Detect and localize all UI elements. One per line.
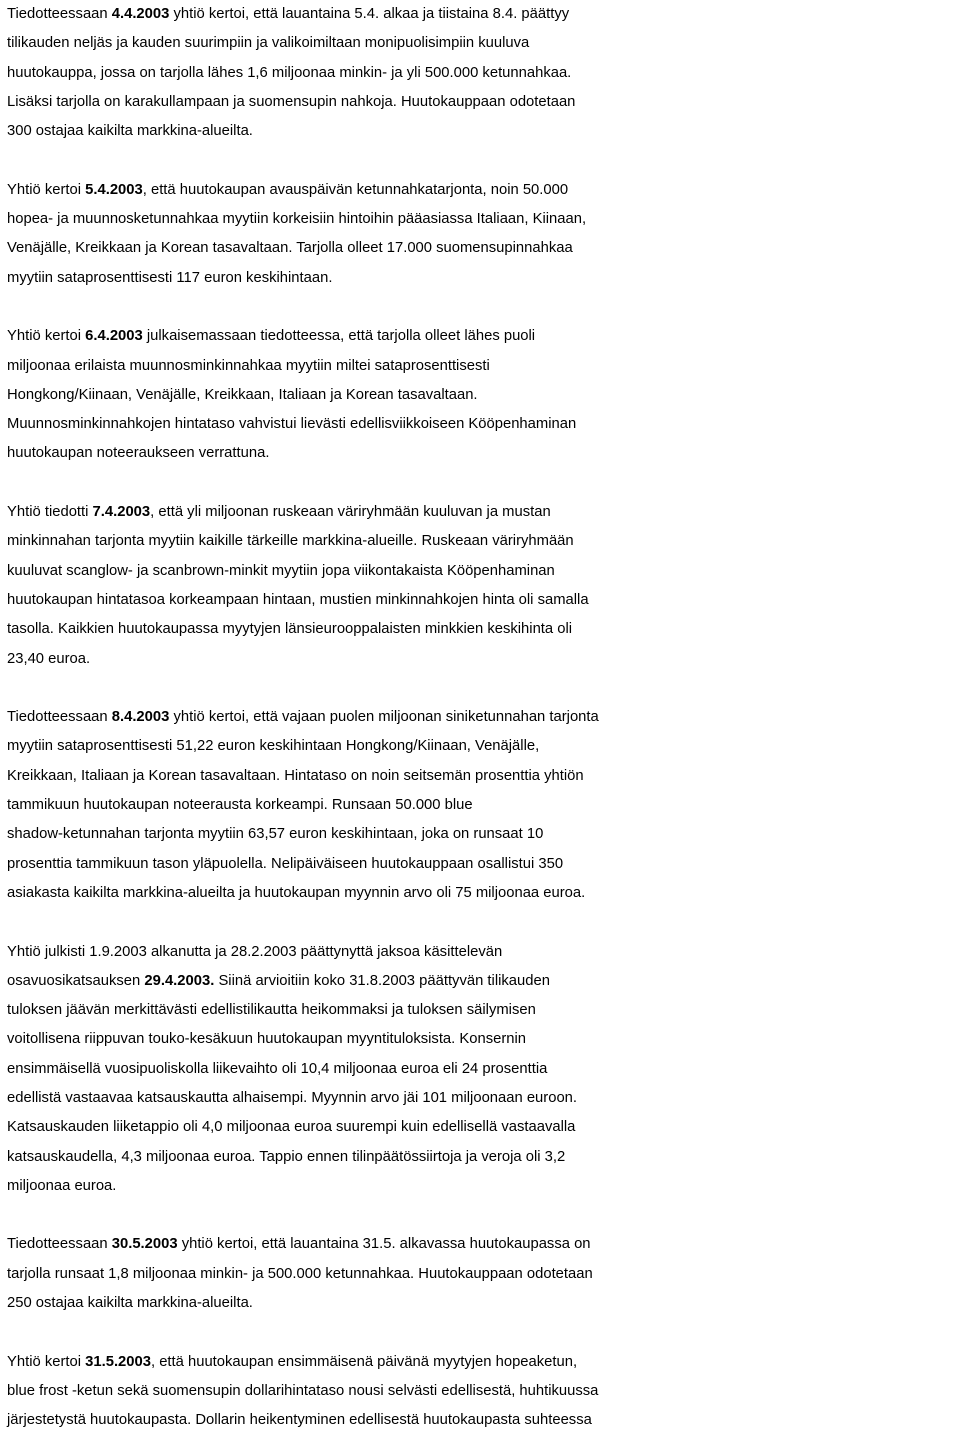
text-segment: Kreikkaan, Italiaan ja Korean tasavaltaan. Hintataso on noin seitsemän prosenttia yhtiön [7,767,584,784]
text-segment: , että huutokaupan ensimmäisenä päivänä myytyjen hopeaketun, [150,1353,578,1370]
date-highlight: 30.5.2003 [111,1236,178,1253]
text-segment: yhtiö kertoi, että lauantaina 31.5. alkavassa huutokaupassa on [177,1236,591,1253]
text-line [7,498,957,527]
text-segment: Siinä arvioitiin koko 31.8.2003 päättyvän tilikauden [214,972,550,989]
text-segment: miljoonaa erilaista muunnosminkinnahkaa myytiin miltei sataprosenttisesti [7,357,490,374]
text-line [7,762,957,791]
text-segment: 250 ostajaa kaikilta markkina-alueilta. [7,1295,253,1312]
text-segment: tuloksen jäävän merkittävästi edellistilikautta heikommaksi ja tuloksen säilymisen [7,1002,536,1019]
date-highlight: 5.4.2003 [85,181,143,198]
paragraph [7,1348,957,1436]
text-segment: järjestetystä huutokaupasta. Dollarin heikentyminen edellisestä huutokaupasta suhteessa [7,1412,592,1429]
text-line [7,29,957,58]
text-line [7,850,957,879]
text-line [7,264,957,293]
text-line [7,1406,957,1435]
text-segment: minkinnahan tarjonta myytiin kaikille tärkeille markkina-alueille. Ruskeaan väriryhmään [7,533,574,550]
text-line [7,1377,957,1406]
text-segment: Tiedotteessaan [7,1236,112,1253]
text-segment: asiakasta kaikilta markkina-alueilta ja huutokaupan myynnin arvo oli 75 miljoonaa euroa. [7,884,586,901]
text-segment: ensimmäisellä vuosipuoliskolla liikevaihto oli 10,4 miljoonaa euroa eli 24 prosenttia [7,1060,548,1077]
text-segment: tarjolla runsaat 1,8 miljoonaa minkin- ja 500.000 ketunnahkaa. Huutokauppaan odotetaan [7,1265,593,1282]
text-segment: katsauskaudella, 4,3 miljoonaa euroa. Tappio ennen tilinpäätössiirtoja ja veroja oli 3,2 [7,1148,566,1165]
text-segment: 23,40 euroa. [7,650,91,667]
text-line [7,1348,957,1377]
text-line [7,1230,957,1259]
text-segment: Hongkong/Kiinaan, Venäjälle, Kreikkaan, Italiaan ja Korean tasavaltaan. [7,386,478,403]
text-segment: tammikuun huutokaupan noteerausta korkeampi. Runsaan 50.000 blue [7,797,473,814]
text-segment: yhtiö kertoi, että lauantaina 5.4. alkaa ja tiistaina 8.4. päättyy [169,6,570,22]
text-segment: huutokauppa, jossa on tarjolla lähes 1,6 miljoonaa minkin- ja yli 500.000 ketunnahkaa. [7,64,572,81]
date-highlight: 6.4.2003 [85,328,143,345]
paragraph [7,0,957,146]
text-segment: osavuosikatsauksen [7,972,145,989]
paragraph [7,322,957,468]
text-segment: tilikauden neljäs ja kauden suurimpiin ja valikoimiltaan monipuolisimpiin kuuluva [7,35,530,52]
text-line [7,645,957,674]
text-segment: voitollisena riippuvan touko-kesäkuun huutokaupan myyntituloksista. Konsernin [7,1031,527,1048]
text-segment: Katsauskauden liiketappio oli 4,0 miljoonaa euroa suurempi kuin edellisellä vastaavalla [7,1119,576,1136]
text-segment: myytiin sataprosenttisesti 51,22 euron keskihintaan Hongkong/Kiinaan, Venäjälle, [7,738,540,755]
text-line [7,557,957,586]
text-line [7,88,957,117]
text-line [7,410,957,439]
text-line [7,820,957,849]
text-line [7,439,957,468]
text-segment: shadow-ketunnahan tarjonta myytiin 63,57 euron keskihintaan, joka on runsaat 10 [7,826,544,843]
text-segment: julkaisemassaan tiedotteessa, että tarjolla olleet lähes puoli [142,328,536,345]
text-line [7,791,957,820]
text-line [7,615,957,644]
date-highlight: 8.4.2003 [111,709,170,726]
paragraph [7,176,957,293]
text-segment: Venäjälle, Kreikkaan ja Korean tasavaltaan. Tarjolla olleet 17.000 suomensupinnahkaa [7,240,573,257]
text-segment: huutokaupan noteeraukseen verrattuna. [7,445,270,462]
text-segment: tasolla. Kaikkien huutokaupassa myytyjen länsieurooppalaisten minkkien keskihinta oli [7,621,573,638]
text-segment: yhtiö kertoi, että vajaan puolen miljoonan siniketunnahan tarjonta [169,709,599,726]
text-segment: Yhtiö kertoi [7,1353,86,1370]
text-segment: Tiedotteessaan [7,6,112,22]
text-line [7,1172,957,1201]
text-line [7,1260,957,1289]
paragraph-gap [7,469,957,498]
date-highlight: 4.4.2003 [111,6,170,22]
text-line [7,117,957,146]
text-segment: Yhtiö kertoi [7,181,86,198]
text-segment: huutokaupan hintatasoa korkeampaan hintaan, mustien minkinnahkojen hinta oli samalla [7,591,589,608]
text-segment: Yhtiö kertoi [7,328,86,345]
paragraph-gap [7,146,957,175]
text-segment: , että huutokaupan avauspäivän ketunnahkatarjonta, noin 50.000 [142,181,569,198]
document-page [7,0,957,1436]
paragraph-gap [7,674,957,703]
text-line [7,732,957,761]
text-line [7,879,957,908]
text-segment: myytiin sataprosenttisesti 117 euron keskihintaan. [7,269,333,286]
text-segment: Yhtiö tiedotti [7,504,93,521]
date-highlight: 7.4.2003 [92,504,151,521]
text-line [7,996,957,1025]
paragraph [7,498,957,674]
text-line [7,322,957,351]
text-segment: Muunnosminkinnahkojen hintataso vahvistui lievästi edellisviikkoiseen Kööpenhaminan [7,416,577,433]
text-line [7,703,957,732]
text-line [7,938,957,967]
text-segment: blue frost -ketun sekä suomensupin dollarihintataso nousi selvästi edellisestä, huhtikuussa [7,1382,599,1399]
text-line [7,205,957,234]
paragraph-gap [7,293,957,322]
text-segment: kuuluvat scanglow- ja scanbrown-minkit myytiin jopa viikontakaista Kööpenhaminan [7,562,555,579]
paragraph-gap [7,1201,957,1230]
text-segment: Yhtiö julkisti 1.9.2003 alkanutta ja 28.2.2003 päättynyttä jaksoa käsittelevän [7,943,503,960]
text-line [7,1143,957,1172]
text-line [7,352,957,381]
text-segment: Tiedotteessaan [7,709,112,726]
text-line [7,59,957,88]
paragraph [7,1230,957,1318]
text-segment: 300 ostajaa kaikilta markkina-alueilta. [7,123,253,140]
text-segment: miljoonaa euroa. [7,1177,117,1194]
paragraph [7,938,957,1202]
text-line [7,1025,957,1054]
text-line [7,967,957,996]
date-highlight: 29.4.2003. [144,972,215,989]
text-line [7,1084,957,1113]
text-line [7,1113,957,1142]
text-segment: prosenttia tammikuun tason yläpuolella. Nelipäiväiseen huutokauppaan osallistui 350 [7,855,564,872]
text-line [7,1055,957,1084]
text-line [7,234,957,263]
text-line [7,527,957,556]
text-line [7,1289,957,1318]
paragraph [7,703,957,908]
text-line [7,176,957,205]
text-segment: edellistä vastaavaa katsauskautta alhaisempi. Myynnin arvo jäi 101 miljoonaan euroon. [7,1089,578,1106]
text-segment: hopea- ja muunnosketunnahkaa myytiin korkeisiin hintoihin pääasiassa Italiaan, Kiinaan, [7,211,587,228]
paragraph-gap [7,1318,957,1347]
date-highlight: 31.5.2003 [85,1353,151,1370]
text-segment: , että yli miljoonan ruskeaan väriryhmään kuuluvan ja mustan [150,504,551,521]
text-line [7,0,957,29]
text-line [7,586,957,615]
text-line [7,381,957,410]
text-segment: Lisäksi tarjolla on karakullampaan ja suomensupin nahkoja. Huutokauppaan odotetaan [7,93,576,110]
paragraph-gap [7,908,957,937]
